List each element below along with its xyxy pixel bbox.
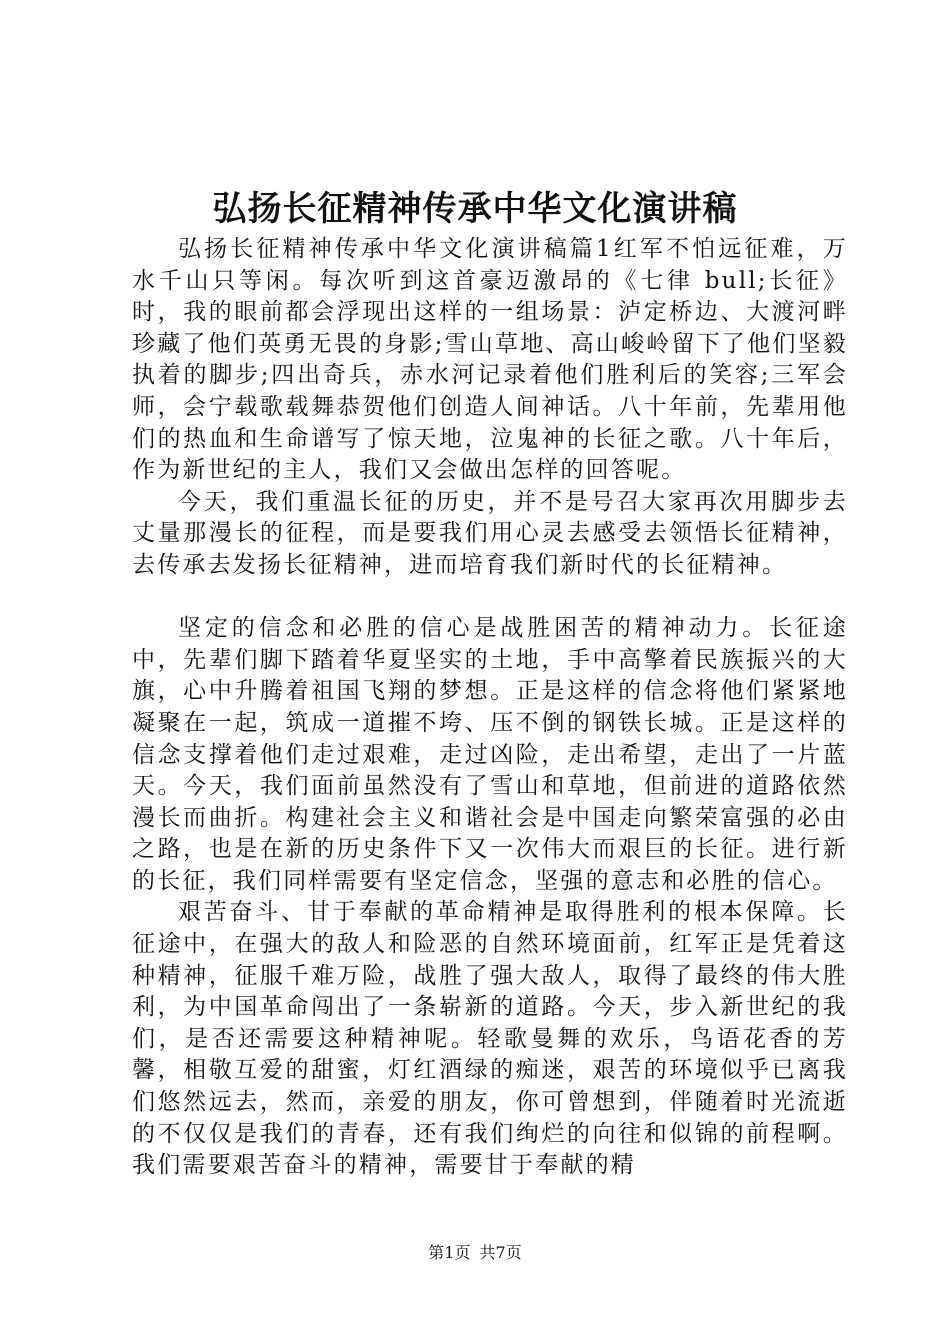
paragraph-4: 艰苦奋斗、甘于奉献的革命精神是取得胜利的根本保障。长征途中，在强大的敌人和险恶的自然环境面前，红军正是凭着这种精神，征服千难万险，战胜了强大敌人，取得了最终的伟大胜利，为中国革命闯出了一条崭新的道路。今天，步入新世纪的我们，是否还需要这种精神呢。轻歌曼舞的欢乐，鸟语花香的芳馨，相敬互爱的甜蜜，灯红酒绿的痴迷，艰苦的环境似乎已离我们悠然远去，然而，亲爱的朋友，你可曾想到，伴随着时光流逝的不仅仅是我们的青春，还有我们绚烂的向往和似锦的前程啊。我们需要艰苦奋斗的精神，需要甘于奉献的精 xyxy=(132,899,848,1179)
document-title: 弘扬长征精神传承中华文化演讲稿 xyxy=(212,189,738,229)
document-body xyxy=(132,234,848,1182)
page-number: 第1页 xyxy=(428,1243,471,1262)
page-total: 共7页 xyxy=(479,1243,522,1262)
paragraph-1: 弘扬长征精神传承中华文化演讲稿篇1红军不怕远征难，万水千山只等闲。每次听到这首豪迈激昂的《七律 bull;长征》时，我的眼前都会浮现出这样的一组场景：泸定桥边、大渡河畔珍藏了他们英勇无畏的身影;雪山草地、高山峻岭留下了他们坚毅执着的脚步;四出奇兵，赤水河记录着他们胜利后的笑容;三军会师，会宁载歌载舞恭贺他们创造人间神话。八十年前，先辈用他们的热血和生命谱写了惊天地，泣鬼神的长征之歌。八十年后，作为新世纪的主人，我们又会做出怎样的回答呢。 xyxy=(132,236,848,484)
paragraph-gap xyxy=(132,582,848,614)
paragraph-3: 坚定的信念和必胜的信心是战胜困苦的精神动力。长征途中，先辈们脚下踏着华夏坚实的土地，手中高擎着民族振兴的大旗，心中升腾着祖国飞翔的梦想。正是这样的信念将他们紧紧地凝聚在一起，筑成一道摧不垮、压不倒的钢铁长城。正是这样的信念支撑着他们走过艰难，走过凶险，走出希望，走出了一片蓝天。今天，我们面前虽然没有了雪山和草地，但前进的道路依然漫长而曲折。构建社会主义和谐社会是中国走向繁荣富强的必由之路，也是在新的历史条件下又一次伟大而艰巨的长征。进行新的长征，我们同样需要有坚定信念，坚强的意志和必胜的信心。 xyxy=(132,615,848,894)
page-footer xyxy=(0,1242,950,1264)
paragraph-2: 今天，我们重温长征的历史，并不是号召大家再次用脚步去丈量那漫长的征程，而是要我们用心灵去感受去领悟长征精神，去传承去发扬长征精神，进而培育我们新时代的长征精神。 xyxy=(132,488,848,578)
